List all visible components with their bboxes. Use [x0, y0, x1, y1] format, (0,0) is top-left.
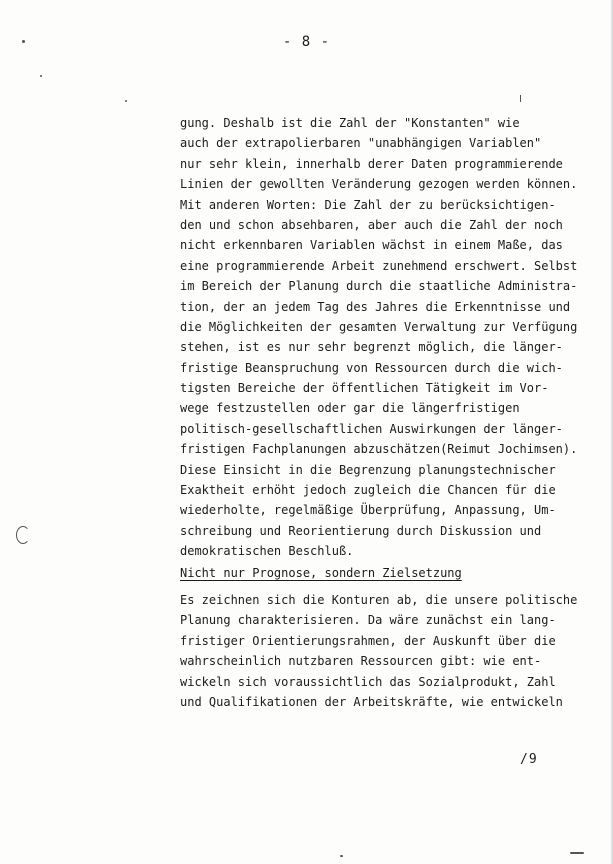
text-line: wahrscheinlich nutzbaren Ressourcen gibt: wie ent- — [180, 654, 542, 669]
text-line: Linien der gewollten Veränderung gezogen werden können. — [180, 177, 578, 192]
text-line: tigsten Bereiche der öffentlichen Tätigkeit im Vor- — [180, 381, 549, 396]
text-line: die Möglichkeiten der gesamten Verwaltung zur Verfügung — [180, 319, 578, 334]
scan-speck — [340, 855, 343, 857]
scan-speck — [520, 95, 521, 102]
paragraph-1 — [180, 113, 590, 562]
text-line: und Qualifikationen der Arbeitskräfte, wie entwickeln — [180, 694, 563, 709]
text-line: Exaktheit erhöht jedoch zugleich die Chancen für die — [180, 483, 556, 498]
continuation-marker: /9 — [520, 752, 538, 767]
text-line: wickeln sich voraussichtlich das Sozialprodukt, Zahl — [180, 674, 556, 689]
text-line: nur sehr klein, innerhalb derer Daten programmierende — [180, 156, 563, 171]
text-line: fristiger Orientierungsrahmen, der Auskunft über die — [180, 633, 556, 648]
text-line: im Bereich der Planung durch die staatliche Administra- — [180, 279, 578, 294]
section-heading: Nicht nur Prognose, sondern Zielsetzung — [180, 566, 462, 580]
text-line: fristigen Fachplanungen abzuschätzen(Reimut Jochimsen). — [180, 442, 578, 457]
text-line: tion, der an jedem Tag des Jahres die Erkenntnisse und — [180, 299, 571, 314]
page-number: - 8 - — [282, 34, 331, 50]
scan-speck — [570, 852, 584, 854]
text-line: eine programmierende Arbeit zunehmend erschwert. Selbst — [180, 258, 578, 273]
punch-hole-mark — [16, 526, 30, 544]
text-line: stehen, ist es nur sehr begrenzt möglich, die länger- — [180, 340, 563, 355]
text-line: Planung charakterisieren. Da wäre zunächst ein lang- — [180, 613, 556, 628]
text-line: den und schon absehbaren, aber auch die Zahl der noch — [180, 217, 563, 232]
text-line: gung. Deshalb ist die Zahl der "Konstanten" wie — [180, 116, 520, 130]
text-line: politisch-gesellschaftlichen Auswirkungen der länger- — [180, 421, 563, 436]
text-line: demokratischen Beschluß. — [180, 544, 354, 559]
text-line: wiederholte, regelmäßige Überprüfung, Anpassung, Um- — [180, 503, 556, 518]
text-line: fristige Beanspruchung von Ressourcen durch die wich- — [180, 360, 563, 375]
text-line: auch der extrapolierbaren "unabhängigen Variablen" — [180, 136, 542, 151]
text-line: schreibung und Reorientierung durch Diskussion und — [180, 523, 542, 538]
scan-speck — [22, 40, 25, 43]
text-line: nicht erkennbaren Variablen wächst in einem Maße, das — [180, 238, 563, 253]
text-line: wege festzustellen oder gar die längerfristigen — [180, 401, 520, 416]
scan-speck — [40, 75, 42, 77]
text-line: Diese Einsicht in die Begrenzung planungstechnischer — [180, 462, 556, 477]
text-line: Es zeichnen sich die Konturen ab, die unsere politische — [180, 593, 578, 607]
scan-speck — [125, 100, 127, 102]
text-line: Mit anderen Worten: Die Zahl der zu berücksichtigen- — [180, 197, 556, 212]
paragraph-2 — [180, 590, 590, 712]
